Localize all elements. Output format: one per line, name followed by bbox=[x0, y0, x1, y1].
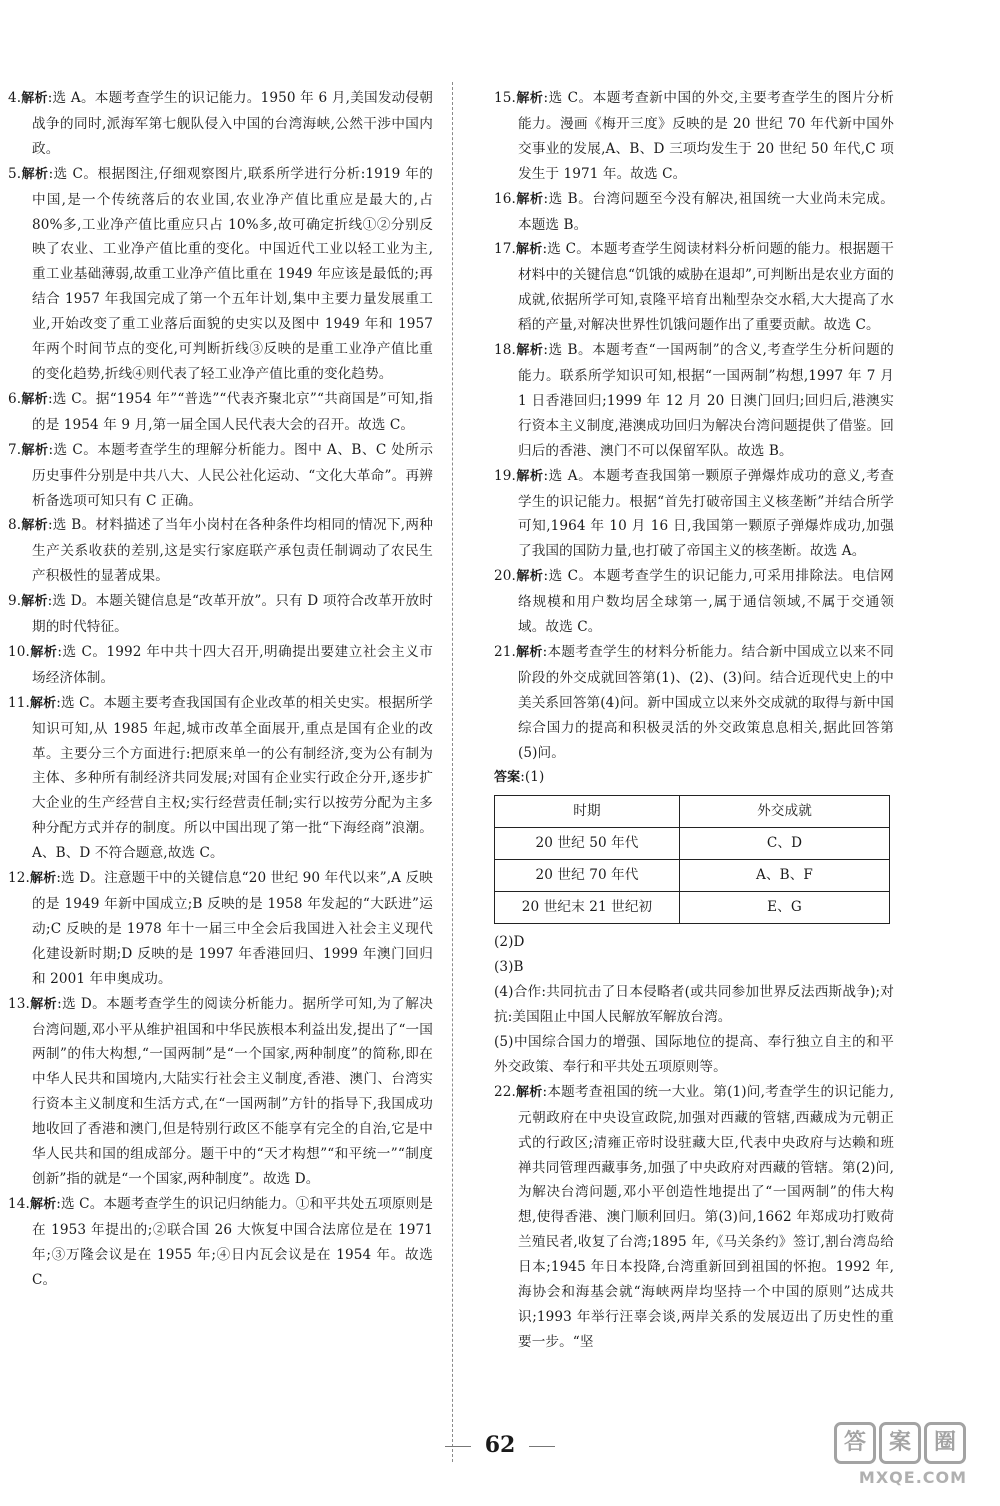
answer-item-13 bbox=[8, 992, 433, 1192]
item-number: 12. bbox=[8, 870, 30, 887]
answer-part-3: (3)B bbox=[494, 959, 524, 976]
item-text: :选 C。本题考查学生的理解分析能力。图中 A、B、C 处所示历史事件分别是中共八大、人民公社化运动、“文化大革命”。再辨析备选项可知只有 C 正确。 bbox=[32, 441, 434, 509]
answer-item-14 bbox=[8, 1192, 433, 1293]
item-label: 解析 bbox=[21, 91, 48, 106]
table-cell: 20 世纪 70 年代 bbox=[495, 860, 680, 892]
table-header-row bbox=[495, 796, 890, 828]
answer-item-7 bbox=[8, 438, 433, 514]
item-text: :选 C。本题主要考查我国国有企业改革的相关史实。根据所学知识可知,从 1985 年起,城市改革全面展开,重点是国有企业的改革。主要分三个方面进行:把原来单一的公有制经济,变为公有制为主体、多种所有制经济共同发展;对国有企业实行政企分开,逐步扩大企业的生产经营自主权;实行经营责任制;实行以按劳分配为主多种分配方式并存的制度。所以中国出现了第一批“下海经商”浪潮。A、B、D 不符合题意,故选 C。 bbox=[32, 694, 434, 862]
answer-item-21 bbox=[494, 640, 894, 766]
answer-item-8 bbox=[8, 513, 433, 589]
item-number: 20. bbox=[494, 568, 516, 585]
item-text: :本题考查祖国的统一大业。第(1)问,考查学生的识记能力,元朝政府在中央设宣政院,加强对西藏的管辖,西藏成为元朝正式的行政区;清雍正帝时设驻藏大臣,代表中央政府与达赖和班禅共同管理西藏事务,加强了中央政府对西藏的管辖。第(2)问,为解决台湾问题,邓小平创造性地提出了“一国两制”的伟大构想,使得香港、澳门顺利回归。第(3)问,1662 年郑成功打败荷兰殖民者,收复了台湾;1895 年,《马关条约》签订,割台湾岛给日本;1945 年日本投降,台湾重新回到祖国的怀抱。1992 年,海协会和海基会就“海峡两岸均坚持一个中国的原则”达成共识;1993 年举行汪辜会谈,两岸关系的发展迈出了历史性的重要一步。“坚 bbox=[518, 1083, 894, 1350]
item-text: :选 A。本题考查学生的识记能力。1950 年 6 月,美国发动侵朝战争的同时,派海军第七舰队侵入中国的台湾海峡,公然干涉中国内政。 bbox=[32, 90, 433, 157]
diplomacy-table bbox=[494, 795, 890, 924]
item-label: 解析 bbox=[515, 468, 544, 484]
item-number: 7. bbox=[8, 441, 22, 458]
item-number: 13. bbox=[8, 995, 30, 1012]
item-number: 22. bbox=[494, 1083, 516, 1100]
answer-21-heading bbox=[494, 765, 894, 791]
item-text: :选 D。注意题干中的关键信息“20 世纪 90 年代以来”,A 反映的是 1949 年新中国成立;B 反映的是 1958 年发起的“大跃进”运动;C 反映的是 1978 年十一届三中全会后我国进入社会主义现代化建设新时期;D 反映的是 1997 年香港回归、1999 年澳门回归和 2001 年申奥成功。 bbox=[32, 870, 433, 987]
item-label: 解析 bbox=[29, 644, 58, 660]
table-row bbox=[495, 892, 890, 924]
answer-item-18 bbox=[494, 338, 894, 464]
item-text: :本题考查学生的材料分析能力。结合新中国成立以来不同阶段的外交成就回答第(1)、(2)、(3)问。结合近现代史上的中美关系回答第(4)问。新中国成立以来外交成就的取得与新中国综合国力的提高和积极灵活的外交政策息息相关,据此回答第(5)问。 bbox=[518, 643, 895, 761]
table-cell: E、G bbox=[680, 892, 890, 924]
item-text: :选 D。本题考查学生的阅读分析能力。据所学可知,为了解决台湾问题,邓小平从维护祖国和中华民族根本利益出发,提出了“一国两制”的伟大构想,“一国两制”是“一个国家,两种制度”的简称,即在中华人民共和国境内,大陆实行社会主义制度,香港、澳门、台湾实行资本主义制度和生活方式,在“一国两制”方针的指导下,我国成功地收回了香港和澳门,但是特别行政区不能享有完全的自治,它是中华人民共和国的组成部分。题干中的“天才构想”“和平统一”“制度创新”指的就是“一个国家,两种制度”。故选 D。 bbox=[32, 995, 433, 1187]
table-row bbox=[495, 860, 890, 892]
page-number-dash bbox=[445, 1446, 471, 1447]
item-number: 16. bbox=[494, 190, 516, 207]
item-number: 9. bbox=[8, 593, 22, 610]
answer-item-5 bbox=[8, 162, 433, 387]
left-column bbox=[8, 86, 433, 1293]
item-label: 解析 bbox=[29, 695, 57, 711]
answer-item-10 bbox=[8, 640, 433, 691]
table-row bbox=[495, 828, 890, 860]
answer-item-16 bbox=[494, 187, 894, 238]
item-label: 解析 bbox=[21, 391, 48, 407]
watermark-url: MXQE.COM bbox=[858, 1468, 968, 1487]
item-text: :选 C。1992 年中共十四大召开,明确提出要建立社会主义市场经济体制。 bbox=[32, 643, 434, 686]
answer-item-12 bbox=[8, 866, 433, 992]
item-number: 19. bbox=[494, 467, 516, 484]
item-number: 8. bbox=[8, 517, 22, 534]
table-cell: A、B、F bbox=[680, 860, 890, 892]
table-header: 外交成就 bbox=[680, 796, 890, 828]
item-label: 解析 bbox=[21, 166, 49, 182]
item-label: 解析 bbox=[21, 518, 48, 534]
item-text: :选 B。台湾问题至今没有解决,祖国统一大业尚未完成。本题选 B。 bbox=[518, 190, 894, 233]
item-label: 解析 bbox=[515, 569, 544, 585]
answer-item-15 bbox=[494, 86, 894, 187]
item-number: 10. bbox=[8, 643, 30, 660]
item-number: 5. bbox=[8, 165, 22, 182]
answer-item-17 bbox=[494, 237, 894, 338]
table-cell: 20 世纪末 21 世纪初 bbox=[495, 892, 680, 924]
item-label: 解析 bbox=[515, 343, 544, 359]
item-text: :选 C。本题考查学生阅读材料分析问题的能力。根据题干材料中的关键信息“饥饿的威胁在退却”,可判断出是农业方面的成就,依据所学可知,袁隆平培育出籼型杂交水稻,大大提高了水稻的产量,对解决世界性饥饿问题作出了重要贡献。故选 C。 bbox=[518, 241, 894, 334]
item-number: 21. bbox=[494, 643, 516, 660]
item-number: 6. bbox=[8, 390, 22, 407]
answer-item-11 bbox=[8, 691, 433, 866]
item-text: :选 C。根据图注,仔细观察图片,联系所学进行分析:1919 年的中国,是一个传统落后的农业国,农业净产值比重应是最大的,占 80%多,工业净产值比重应只占 10%多,故可确定折线①②分别反映了农业、工业净产值比重的变化。中国近代工业以轻工业为主,重工业基础薄弱,故重工业净产值比重在 1949 年应该是最低的;再结合 1957 年我国完成了第一个五年计划,集中主要力量发展重工业,开始改变了重工业落后面貌的史实以及图中 1949 年和 1957 年两个时间节点的变化,可判断折线③反映的是重工业净产值比重的变化趋势,折线④则代表了轻工业净产值比重的变化趋势。 bbox=[32, 165, 433, 382]
item-text: :选 C。本题考查新中国的外交,主要考查学生的图片分析能力。漫画《梅开三度》反映的是 20 世纪 70 年代新中国外交事业的发展,A、B、D 三项均发生于 20 世纪 50 年代,C 项发生于 1971 年。故选 C。 bbox=[518, 90, 895, 182]
item-label: 解析 bbox=[515, 191, 544, 207]
answer-item-6 bbox=[8, 387, 433, 438]
watermark-char: 圈 bbox=[924, 1422, 966, 1464]
item-label: 解析 bbox=[29, 1196, 57, 1212]
page-number-dash bbox=[529, 1446, 555, 1447]
item-label: 解析 bbox=[515, 644, 543, 660]
table-header: 时期 bbox=[495, 796, 680, 828]
item-number: 4. bbox=[8, 90, 22, 106]
answer-part-5: (5)中国综合国力的增强、国际地位的提高、奉行独立自主的和平外交政策、奉行和平共处五项原则等。 bbox=[494, 1034, 894, 1075]
column-divider bbox=[452, 82, 453, 1462]
item-number: 18. bbox=[494, 342, 516, 359]
answer-item-22 bbox=[494, 1080, 894, 1355]
answer-item-4 bbox=[8, 86, 433, 162]
item-label: 解析 bbox=[515, 1084, 543, 1100]
table-cell: 20 世纪 50 年代 bbox=[495, 828, 680, 860]
item-text: :选 D。本题关键信息是“改革开放”。只有 D 项符合改革开放时期的时代特征。 bbox=[32, 593, 433, 636]
right-column bbox=[494, 86, 894, 1355]
item-text: :选 C。本题考查学生的识记能力,可采用排除法。电信网络规模和用户数均居全球第一,属于通信领域,不属于交通领域。故选 C。 bbox=[518, 568, 895, 636]
table-cell: C、D bbox=[680, 828, 890, 860]
item-text: :选 C。据“1954 年”“普选”“代表齐聚北京”“共商国是”可知,指的是 1954 年 9 月,第一届全国人民代表大会的召开。故选 C。 bbox=[32, 390, 434, 433]
watermark-char: 案 bbox=[879, 1422, 921, 1464]
item-text: :选 A。本题考查我国第一颗原子弹爆炸成功的意义,考查学生的识记能力。根据“首先打破帝国主义核垄断”并结合所学可知,1964 年 10 月 16 日,我国第一颗原子弹爆炸成功,加强了我国的国防力量,也打破了帝国主义的核垄断。故选 A。 bbox=[518, 467, 894, 560]
answer-part-2: (2)D bbox=[494, 934, 525, 951]
answer-item-9 bbox=[8, 589, 433, 640]
watermark-logo bbox=[834, 1422, 992, 1500]
answer-part-4: (4)合作:共同抗击了日本侵略者(或共同参加世界反法西斯战争);对抗:美国阻止中国人民解放军解放台湾。 bbox=[494, 984, 894, 1026]
watermark-char: 答 bbox=[834, 1422, 876, 1464]
item-label: 解析 bbox=[515, 91, 544, 106]
page-number-text: 62 bbox=[484, 1432, 516, 1458]
answer-label: 答案 bbox=[494, 770, 521, 786]
item-text: :选 B。材料描述了当年小岗村在各种条件均相同的情况下,两种生产关系收获的差别,这是实行家庭联产承包责任制调动了农民生产积极性的显著成果。 bbox=[32, 517, 433, 585]
item-label: 解析 bbox=[29, 996, 58, 1012]
answer-item-20 bbox=[494, 564, 894, 640]
answer-item-19 bbox=[494, 464, 894, 565]
item-number: 14. bbox=[8, 1195, 30, 1212]
item-number: 17. bbox=[494, 241, 516, 258]
item-label: 解析 bbox=[21, 442, 49, 458]
item-number: 11. bbox=[8, 694, 30, 711]
item-number: 15. bbox=[494, 90, 516, 106]
item-label: 解析 bbox=[29, 871, 57, 887]
item-label: 解析 bbox=[515, 242, 543, 258]
item-text: :选 B。本题考查“一国两制”的含义,考查学生分析问题的能力。联系所学知识可知,根据“一国两制”构想,1997 年 7 月 1 日香港回归;1999 年 12 月 20 日澳门回归;回归后,港澳实行资本主义制度,港澳成功回归为解决台湾问题提供了借鉴。回归后的香港、澳门不可以保留军队。故选 B。 bbox=[518, 342, 894, 459]
answer-part-1: :(1) bbox=[520, 769, 545, 786]
item-text: :选 C。本题考查学生的识记归纳能力。①和平共处五项原则是在 1953 年提出的;②联合国 26 大恢复中国合法席位是在 1971 年;③万隆会议是在 1955 年;④日内瓦会议是在 1954 年。故选 C。 bbox=[32, 1195, 434, 1288]
item-label: 解析 bbox=[21, 594, 48, 610]
